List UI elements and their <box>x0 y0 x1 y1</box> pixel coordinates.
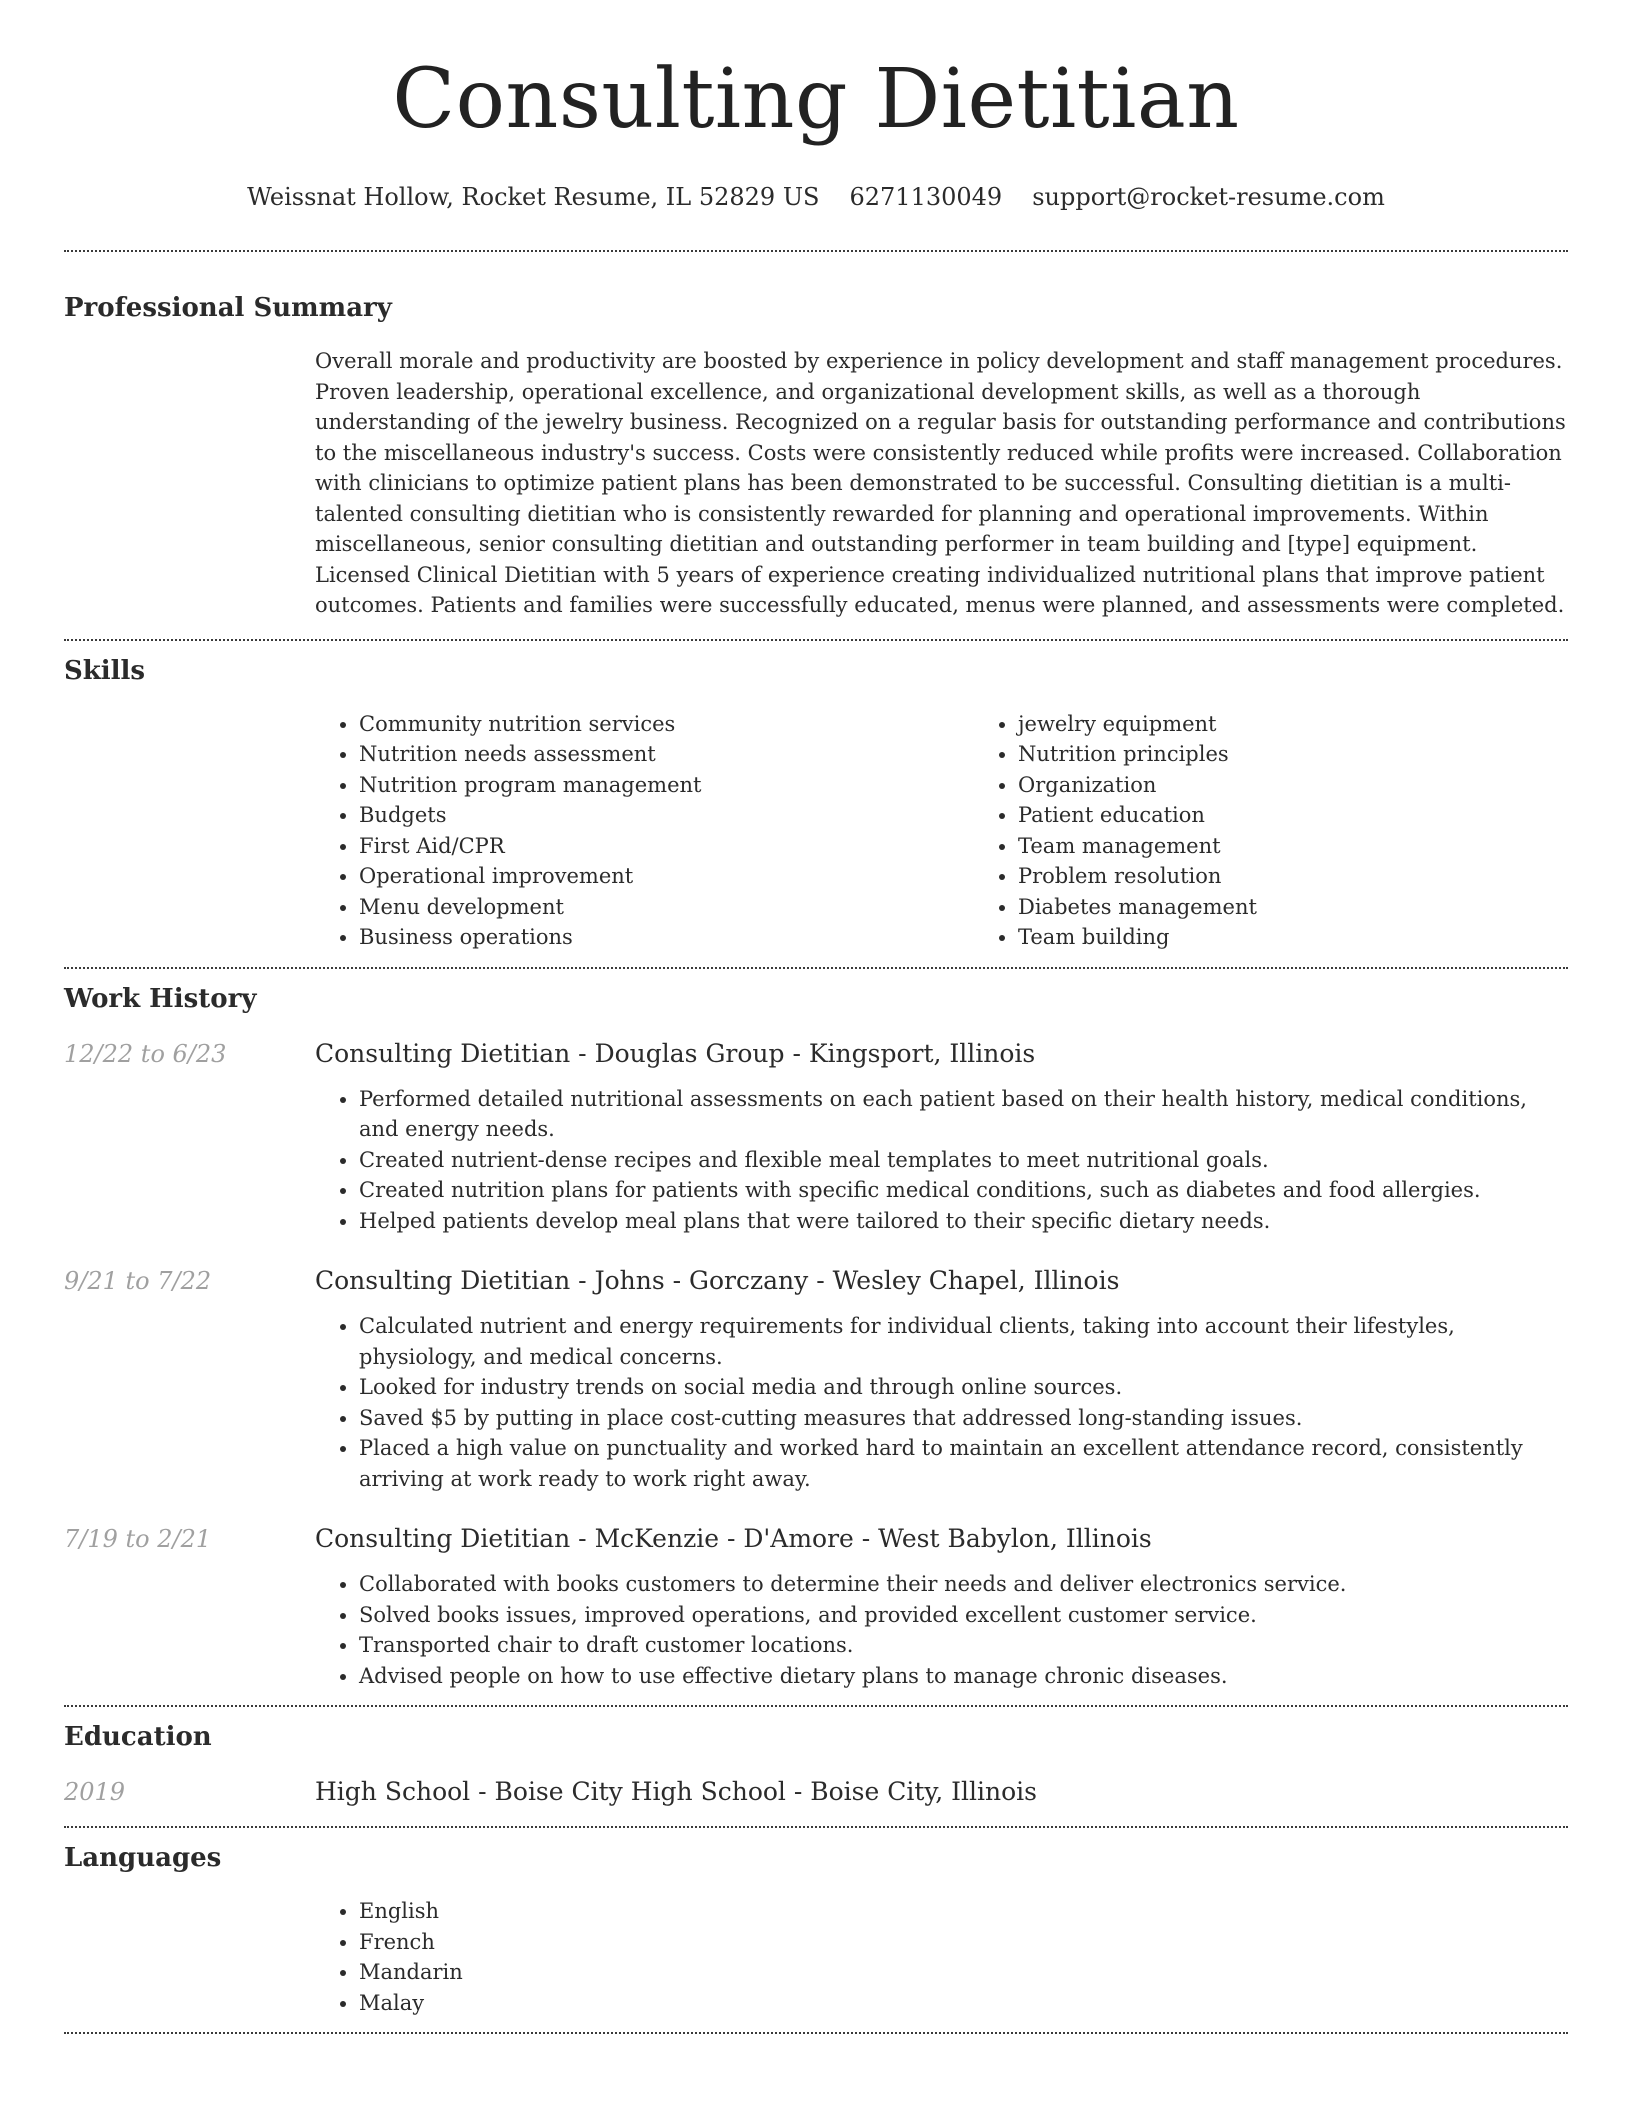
job-heading: Consulting Dietitian - Douglas Group - Kingsport, Illinois <box>315 1038 1036 1068</box>
job-dates: 12/22 to 6/23 <box>64 1039 227 1068</box>
education-section <box>64 1707 1568 1806</box>
job-bullet: • Collaborated with books customers to determine their needs and deliver electronics service. <box>359 1569 1568 1600</box>
skill-item: • Team building <box>1018 922 1632 953</box>
skill-item: • Operational improvement <box>359 861 974 892</box>
languages-title: Languages <box>64 1843 222 1873</box>
job-details <box>315 1311 1568 1494</box>
job-bullet: • Placed a high value on punctuality and worked hard to maintain an excellent attendance record, consistently arriving at work ready to work right away. <box>359 1433 1568 1494</box>
skill-item: • Nutrition principles <box>1018 739 1632 770</box>
summary-content <box>315 346 1568 621</box>
skills-title: Skills <box>64 655 146 686</box>
skills-list-left <box>315 709 974 953</box>
education-heading: High School - Boise City High School - Boise City, Illinois <box>315 1777 1037 1806</box>
job-header <box>64 1039 1568 1068</box>
job-dates: 7/19 to 2/21 <box>64 1525 212 1553</box>
summary-text: Overall morale and productivity are boosted by experience in policy development and staff management procedures. Proven leadership, operational excellence, and organizational development skills, as well as a thorough understanding of the jewelry business. Recognized on a regular basis for outstanding performance and contributions to the miscellaneous industry's success. Costs were consistently reduced while profits were increased. Collaboration with clinicians to optimize patient plans has been demonstrated to be successful. Consulting dietitian is a multi-talented consulting dietitian who is consistently rewarded for planning and operational improvements. Within miscellaneous, senior consulting dietitian and outstanding performer in team building and [type] equipment. Licensed Clinical Dietitian with 5 years of experience creating individualized nutritional plans that improve patient outcomes. Patients and families were successfully educated, menus were planned, and assessments were completed. <box>315 349 1566 617</box>
work-title: Work History <box>64 983 257 1014</box>
resume-header <box>64 0 1568 212</box>
job-header <box>64 1524 1568 1553</box>
language-item: • French <box>359 1927 1568 1958</box>
job-bullet: • Transported chair to draft customer locations. <box>359 1630 1568 1661</box>
contact-address: Weissnat Hollow, Rocket Resume, IL 52829 US <box>247 183 820 211</box>
skills-list-right <box>974 709 1632 953</box>
job-bullets <box>315 1569 1568 1691</box>
job-entry <box>64 1266 1568 1494</box>
job-bullets <box>315 1084 1568 1237</box>
summary-title: Professional Summary <box>64 293 392 323</box>
skill-item: • Organization <box>1018 770 1632 801</box>
job-bullet: • Helped patients develop meal plans that were tailored to their specific dietary needs. <box>359 1206 1568 1237</box>
job-bullet: • Solved books issues, improved operations, and provided excellent customer service. <box>359 1600 1568 1631</box>
contact-email[interactable]: support@rocket-resume.com <box>1032 183 1385 211</box>
languages-content <box>315 1896 1568 2018</box>
skill-item: • Nutrition program management <box>359 770 974 801</box>
job-bullet: • Created nutrition plans for patients with specific medical conditions, such as diabetes and food allergies. <box>359 1175 1568 1206</box>
skill-item: • Patient education <box>1018 800 1632 831</box>
job-details <box>315 1569 1568 1691</box>
job-heading: Consulting Dietitian - Johns - Gorczany - Wesley Chapel, Illinois <box>315 1266 1120 1295</box>
skill-item: • Business operations <box>359 922 974 953</box>
skills-section <box>64 641 1568 953</box>
language-item: • English <box>359 1896 1568 1927</box>
skill-item: • jewelry equipment <box>1018 709 1632 740</box>
candidate-name: Consulting Dietitian <box>392 52 1240 147</box>
job-bullet: • Calculated nutrient and energy requirements for individual clients, taking into account their lifestyles, physiology, and medical concerns. <box>359 1311 1568 1372</box>
education-entry <box>64 1777 1568 1806</box>
languages-divider <box>64 2032 1568 2034</box>
job-bullet: • Created nutrient-dense recipes and flexible meal templates to meet nutritional goals. <box>359 1145 1568 1176</box>
education-year: 2019 <box>64 1778 126 1806</box>
skills-columns <box>315 709 1568 953</box>
summary-section <box>64 252 1568 621</box>
skill-item: • Problem resolution <box>1018 861 1632 892</box>
job-bullet: • Advised people on how to use effective dietary plans to manage chronic diseases. <box>359 1661 1568 1692</box>
contact-line <box>64 182 1568 212</box>
job-header <box>64 1266 1568 1295</box>
job-bullet: • Performed detailed nutritional assessments on each patient based on their health history, medical conditions, and energy needs. <box>359 1084 1568 1145</box>
job-bullet: • Saved $5 by putting in place cost-cutting measures that addressed long-standing issues. <box>359 1403 1568 1434</box>
contact-phone: 6271130049 <box>849 183 1003 211</box>
skill-item: • Nutrition needs assessment <box>359 739 974 770</box>
skill-item: • Team management <box>1018 831 1632 862</box>
job-bullets <box>315 1311 1568 1494</box>
education-title: Education <box>64 1722 212 1752</box>
skill-item: • Community nutrition services <box>359 709 974 740</box>
job-details <box>315 1084 1568 1237</box>
job-bullet: • Looked for industry trends on social media and through online sources. <box>359 1372 1568 1403</box>
skill-item: • Budgets <box>359 800 974 831</box>
languages-list <box>315 1896 1568 2018</box>
job-dates: 9/21 to 7/22 <box>64 1267 212 1295</box>
work-section <box>64 969 1568 1692</box>
languages-section <box>64 1828 1568 2018</box>
language-item: • Mandarin <box>359 1957 1568 1988</box>
skill-item: • Diabetes management <box>1018 892 1632 923</box>
job-heading: Consulting Dietitian - McKenzie - D'Amore - West Babylon, Illinois <box>315 1524 1152 1553</box>
skill-item: • Menu development <box>359 892 974 923</box>
job-entry <box>64 1039 1568 1237</box>
job-entry <box>64 1524 1568 1691</box>
language-item: • Malay <box>359 1988 1568 2019</box>
skill-item: • First Aid/CPR <box>359 831 974 862</box>
